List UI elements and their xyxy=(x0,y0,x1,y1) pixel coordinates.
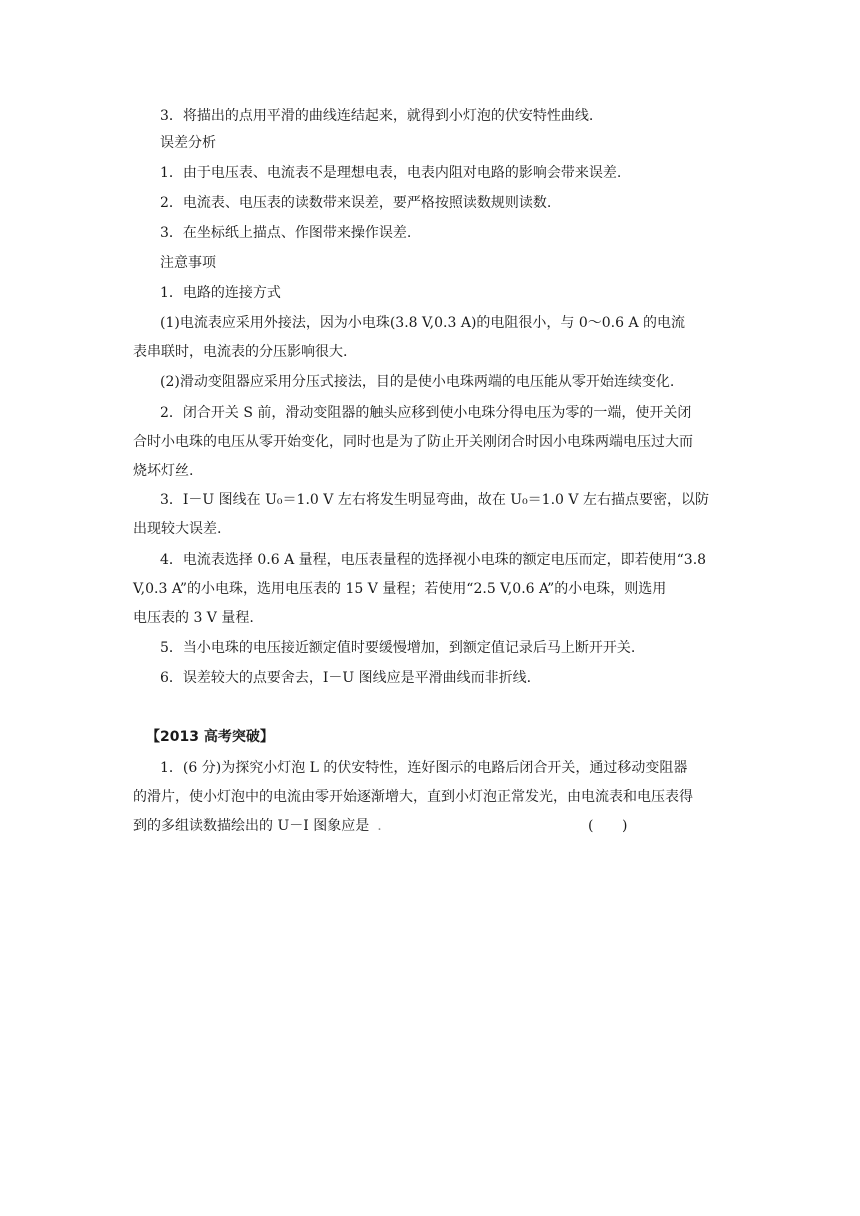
exam-q1-line-3 xyxy=(133,817,433,835)
error-analysis-item-2: 2．电流表、电压表的读数带来误差，要严格按照读数规则读数. xyxy=(160,195,552,211)
method-step-3: 3．将描出的点用平滑的曲线连结起来，就得到小灯泡的伏安特性曲线. xyxy=(160,108,594,124)
notes-title: 注意事项 xyxy=(160,255,216,271)
notes-item-1-sub-1-line-2: 表串联时，电流表的分压影响很大. xyxy=(133,344,348,360)
notes-item-4-line-2: V,0.3 A”的小电珠，选用电压表的 15 V 量程；若使用“2.5 V,0.6 A”的小电珠，则选用 xyxy=(133,581,667,597)
notes-item-4-line-1: 4．电流表选择 0.6 A 量程，电压表量程的选择视小电珠的额定电压而定，即若使用“3.8 xyxy=(160,552,707,568)
notes-item-1-sub-2: (2)滑动变阻器应采用分压式接法，目的是使小电珠两端的电压能从零开始连续变化. xyxy=(160,374,675,390)
notes-item-1-sub-1-line-1: (1)电流表应采用外接法，因为小电珠(3.8 V,0.3 A)的电阻很小，与 0～0.6 A 的电流 xyxy=(160,315,686,331)
notes-item-3-line-2: 出现较大误差. xyxy=(133,521,222,537)
exam-section-title: 【2013 高考突破】 xyxy=(146,729,274,745)
error-analysis-item-3: 3．在坐标纸上描点、作图带来操作误差. xyxy=(160,225,412,241)
error-analysis-title: 误差分析 xyxy=(160,135,216,151)
notes-item-6: 6．误差较大的点要舍去，I－U 图线应是平滑曲线而非折线. xyxy=(160,670,532,686)
notes-item-3-line-1: 3．I－U 图线在 U₀＝1.0 V 左右将发生明显弯曲，故在 U₀＝1.0 V 左右描点要密，以防 xyxy=(160,492,709,508)
notes-item-2-line-2: 合时小电珠的电压从零开始变化，同时也是为了防止开关刚闭合时因小电珠两端电压过大而 xyxy=(133,434,693,450)
notes-item-4-line-3: 电压表的 3 V 量程. xyxy=(133,610,254,626)
error-analysis-item-1: 1．由于电压表、电流表不是理想电表，电表内阻对电路的影响会带来误差. xyxy=(160,165,622,181)
exam-q1-line-3-text: 到的多组读数描绘出的 U－I 图象应是 xyxy=(133,818,370,834)
exam-q1-line-1: 1．(6 分)为探究小灯泡 L 的伏安特性，连好图示的电路后闭合开关，通过移动变阻器 xyxy=(160,760,688,776)
notes-item-2-line-3: 烧坏灯丝. xyxy=(133,463,194,479)
exam-q1-answer-paren-open: ( xyxy=(588,818,594,834)
notes-item-1-title: 1．电路的连接方式 xyxy=(160,285,281,301)
exam-q1-answer-paren-close: ) xyxy=(622,818,628,834)
exam-q1-line-2: 的滑片，使小灯泡中的电流由零开始逐渐增大，直到小灯泡正常发光，由电流表和电压表得 xyxy=(133,789,693,805)
exam-q1-dot: . xyxy=(377,818,382,834)
notes-item-2-line-1: 2．闭合开关 S 前，滑动变阻器的触头应移到使小电珠分得电压为零的一端，使开关闭 xyxy=(160,405,692,421)
notes-item-5: 5．当小电珠的电压接近额定值时要缓慢增加，到额定值记录后马上断开开关. xyxy=(160,640,636,656)
